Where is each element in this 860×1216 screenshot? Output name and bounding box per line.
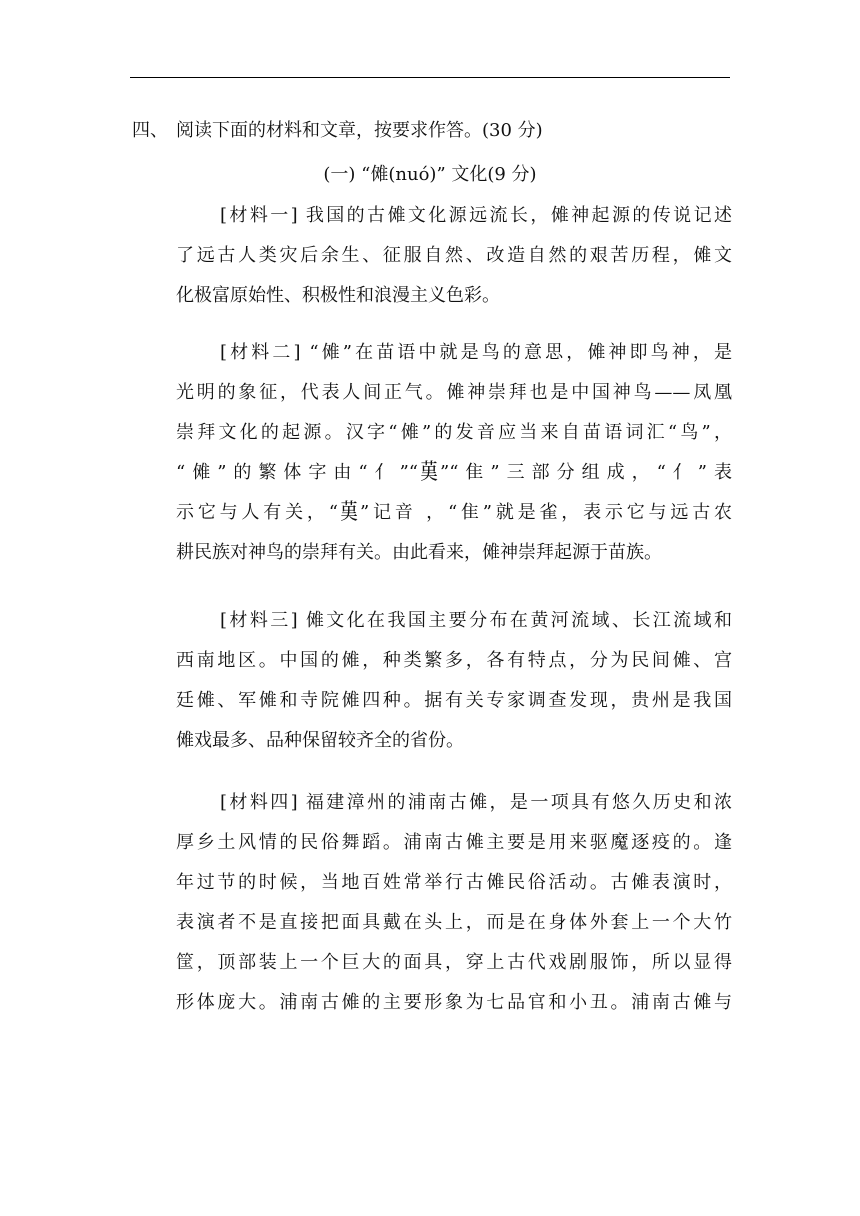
material-2-paragraph <box>176 333 732 573</box>
subsection-title: (一) “傩(nuó)” 文化(9 分) <box>323 164 537 185</box>
paragraph-line: [材料二] “傩”在苗语中就是鸟的意思，傩神即鸟神，是 <box>220 342 732 363</box>
paragraph-line: [材料一] 我国的古傩文化源远流长，傩神起源的传说记述 <box>220 205 732 226</box>
section-title: 阅读下面的材料和文章，按要求作答。(30 分) <box>176 120 543 141</box>
paragraph-line: 形体庞大。浦南古傩的主要形象为七品官和小丑。浦南古傩与 <box>176 992 732 1013</box>
paragraph-line: [材料三] 傩文化在我国主要分布在黄河流域、长江流域和 <box>220 610 732 631</box>
paragraph-line: [材料四] 福建漳州的浦南古傩，是一项具有悠久历史和浓 <box>220 792 732 813</box>
paragraph-line: 傩戏最多、品种保留较齐全的省份。 <box>176 730 464 751</box>
paragraph-line: 化极富原始性、积极性和浪漫主义色彩。 <box>176 285 500 306</box>
variant-glyph: 𦰩 <box>337 500 360 525</box>
paragraph-line: 年过节的时候，当地百姓常举行古傩民俗活动。古傩表演时， <box>176 872 732 893</box>
section-heading <box>132 116 543 142</box>
top-rule <box>130 77 730 78</box>
line-segment: “傩”的繁体字由“亻”“ <box>176 462 418 483</box>
paragraph-line: 表演者不是直接把面具戴在头上，而是在身体外套上一个大竹 <box>176 912 732 933</box>
paragraph-line: 了远古人类灾后余生、征服自然、改造自然的艰苦历程，傩文 <box>176 245 732 266</box>
material-1-paragraph <box>176 196 732 316</box>
line-segment: 示它与人有关，“ <box>176 502 338 523</box>
paragraph-line: 厚乡土风情的民俗舞蹈。浦南古傩主要是用来驱魔逐疫的。逢 <box>176 832 732 853</box>
paragraph-line <box>176 453 732 493</box>
section-number: 四、 <box>132 120 168 141</box>
paragraph-line: 光明的象征，代表人间正气。傩神崇拜也是中国神鸟——凤凰 <box>176 382 732 403</box>
paragraph-line: 西南地区。中国的傩，种类繁多，各有特点，分为民间傩、宫 <box>176 650 732 671</box>
material-3-paragraph <box>176 601 732 761</box>
paragraph-line: 筐，顶部装上一个巨大的面具，穿上古代戏剧服饰，所以显得 <box>176 952 732 973</box>
paragraph-line <box>176 493 732 533</box>
material-4-paragraph <box>176 783 732 1023</box>
paragraph-line: 廷傩、军傩和寺院傩四种。据有关专家调查发现，贵州是我国 <box>176 690 732 711</box>
paragraph-line: 崇拜文化的起源。汉字“傩”的发音应当来自苗语词汇“鸟”， <box>176 422 732 443</box>
line-segment: ”“隹”三部分组成，“亻”表 <box>440 462 732 483</box>
paragraph-line: 耕民族对神鸟的崇拜有关。由此看来，傩神崇拜起源于苗族。 <box>176 542 662 563</box>
variant-glyph: 𦰩 <box>418 460 441 485</box>
line-segment: ”记音 ，“隹”就是雀，表示它与远古农 <box>359 502 733 523</box>
